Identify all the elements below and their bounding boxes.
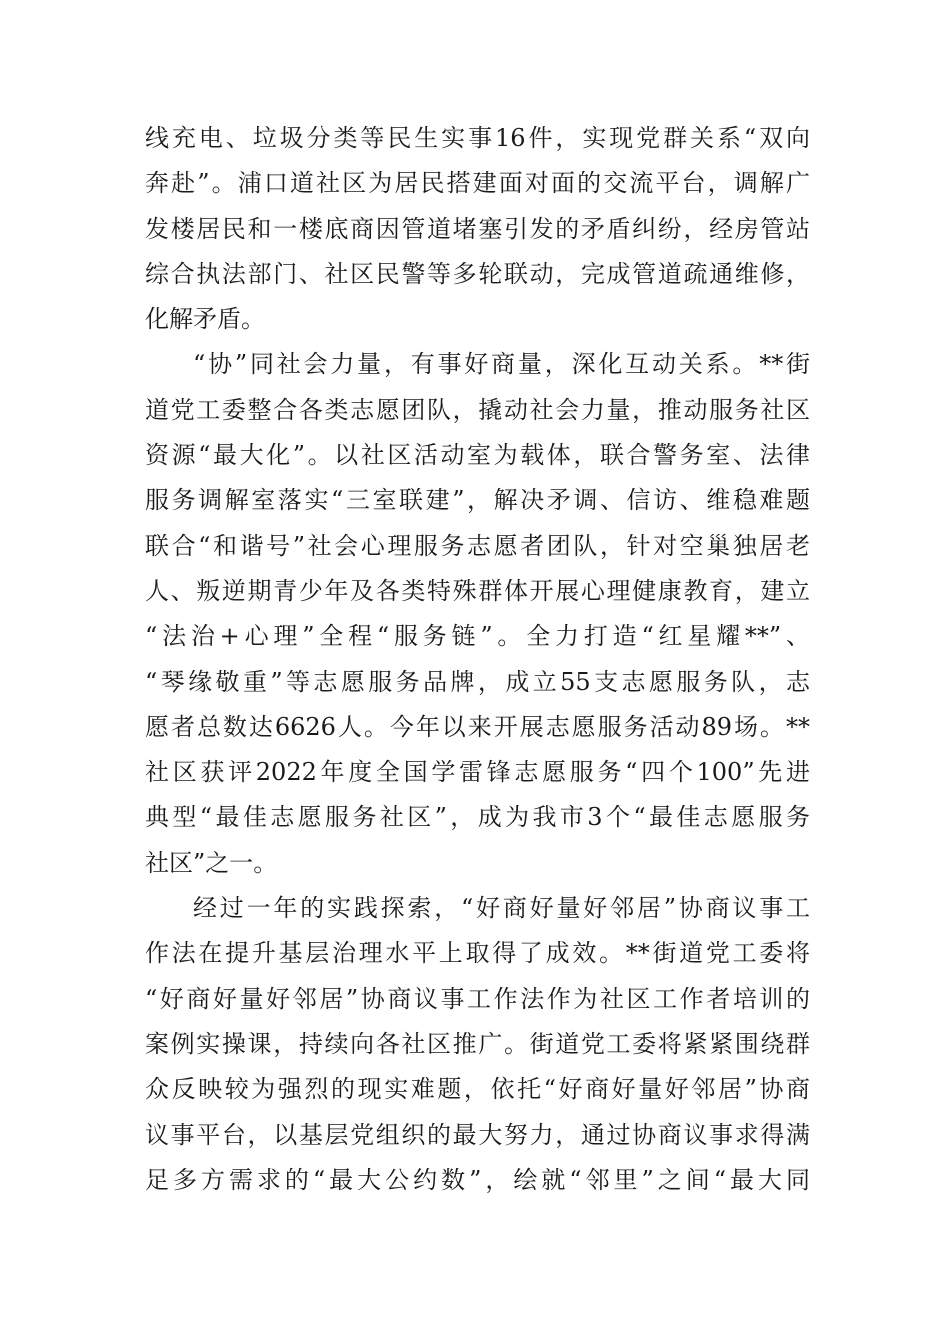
text-line: “协”同社会力量，有事好商量，深化互动关系。**街 [193, 350, 810, 379]
text-line: 典型“最佳志愿服务社区”，成为我市3个“最佳志愿服务 [145, 803, 810, 832]
text-line: 化解矛盾。 [145, 305, 265, 334]
text-line: 社区获评2022年度全国学雷锋志愿服务“四个100”先进 [145, 758, 810, 787]
text-line: 综合执法部门、社区民警等多轮联动，完成管道疏通维修， [145, 259, 810, 288]
text-line: 联合“和谐号”社会心理服务志愿者团队，针对空巢独居老 [145, 531, 810, 560]
text-line: 线充电、垃圾分类等民生实事16件，实现党群关系“双向 [145, 124, 810, 152]
text-line: 议事平台，以基层党组织的最大努力，通过协商议事求得满 [145, 1120, 810, 1149]
text-line: 发楼居民和一楼底商因管道堵塞引发的矛盾纠纷，经房管站 [145, 214, 810, 243]
text-line: “法治+心理”全程“服务链”。全力打造“红星耀**”、 [145, 622, 810, 651]
text-line: 道党工委整合各类志愿团队，撬动社会力量，推动服务社区 [145, 395, 810, 424]
text-line: 作法在提升基层治理水平上取得了成效。**街道党工委将 [145, 939, 810, 968]
text-line: 愿者总数达6626人。今年以来开展志愿服务活动89场。** [145, 712, 810, 741]
text-line: “琴缘敬重”等志愿服务品牌，成立55支志愿服务队，志 [145, 667, 810, 696]
text-line: 经过一年的实践探索，“好商好量好邻居”协商议事工 [193, 894, 810, 923]
text-line: 奔赴”。浦口道社区为居民搭建面对面的交流平台，调解广 [145, 169, 810, 198]
text-line: 服务调解室落实“三室联建”，解决矛调、信访、维稳难题 [145, 486, 810, 515]
text-line: 案例实操课，持续向各社区推广。街道党工委将紧紧围绕群 [145, 1029, 810, 1058]
text-line: “好商好量好邻居”协商议事工作法作为社区工作者培训的 [145, 984, 810, 1013]
text-line: 众反映较为强烈的现实难题，依托“好商好量好邻居”协商 [145, 1075, 810, 1104]
text-line: 人、叛逆期青少年及各类特殊群体开展心理健康教育，建立 [145, 576, 810, 605]
body-text [145, 116, 810, 1203]
text-line: 足多方需求的“最大公约数”，绘就“邻里”之间“最大同 [145, 1165, 810, 1194]
text-line: 资源“最大化”。以社区活动室为载体，联合警务室、法律 [145, 441, 810, 470]
text-line: 社区”之一。 [145, 848, 278, 877]
